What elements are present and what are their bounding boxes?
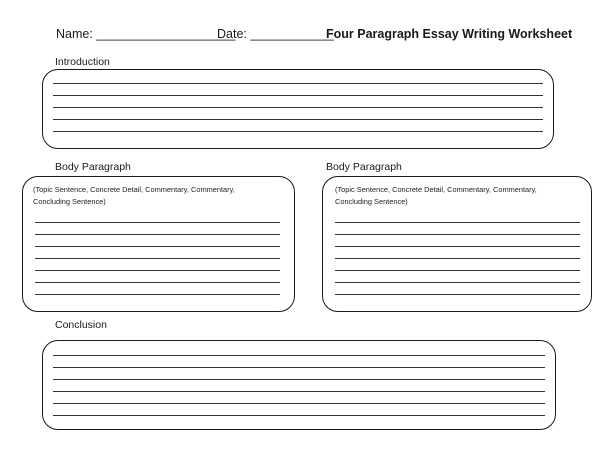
writing-line (335, 294, 580, 295)
writing-line (335, 270, 580, 271)
writing-line (335, 246, 580, 247)
writing-line (35, 234, 280, 235)
writing-line (53, 379, 545, 380)
writing-line (53, 107, 543, 108)
writing-line (53, 83, 543, 84)
writing-line (335, 234, 580, 235)
writing-line (35, 246, 280, 247)
body-paragraph-right-box (322, 176, 592, 312)
body-paragraph-left-label: Body Paragraph (55, 161, 131, 173)
body-right-hint-line2: Concluding Sentence) (335, 197, 408, 206)
conclusion-box (42, 340, 556, 430)
writing-line (53, 415, 545, 416)
writing-line (35, 258, 280, 259)
writing-line (335, 282, 580, 283)
introduction-box (42, 69, 554, 149)
writing-line (335, 258, 580, 259)
body-left-hint-line1: (Topic Sentence, Concrete Detail, Commentary, Commentary, (33, 185, 235, 194)
worksheet-title: Four Paragraph Essay Writing Worksheet (326, 27, 573, 41)
writing-line (53, 391, 545, 392)
date-field-label: Date: ____________ (217, 27, 334, 41)
writing-line (35, 282, 280, 283)
body-right-hint-line1: (Topic Sentence, Concrete Detail, Commentary, Commentary, (335, 185, 537, 194)
writing-line (53, 355, 545, 356)
writing-line (35, 294, 280, 295)
writing-line (53, 403, 545, 404)
name-field-label: Name: ____________________ (56, 27, 236, 41)
writing-line (53, 131, 543, 132)
body-paragraph-right-label: Body Paragraph (326, 161, 402, 173)
writing-line (53, 119, 543, 120)
writing-line (53, 367, 545, 368)
introduction-label: Introduction (55, 56, 110, 68)
conclusion-label: Conclusion (55, 319, 107, 331)
body-left-hint-line2: Concluding Sentence) (33, 197, 106, 206)
writing-line (35, 270, 280, 271)
writing-line (53, 95, 543, 96)
writing-line (335, 222, 580, 223)
body-paragraph-left-box (22, 176, 295, 312)
writing-line (35, 222, 280, 223)
